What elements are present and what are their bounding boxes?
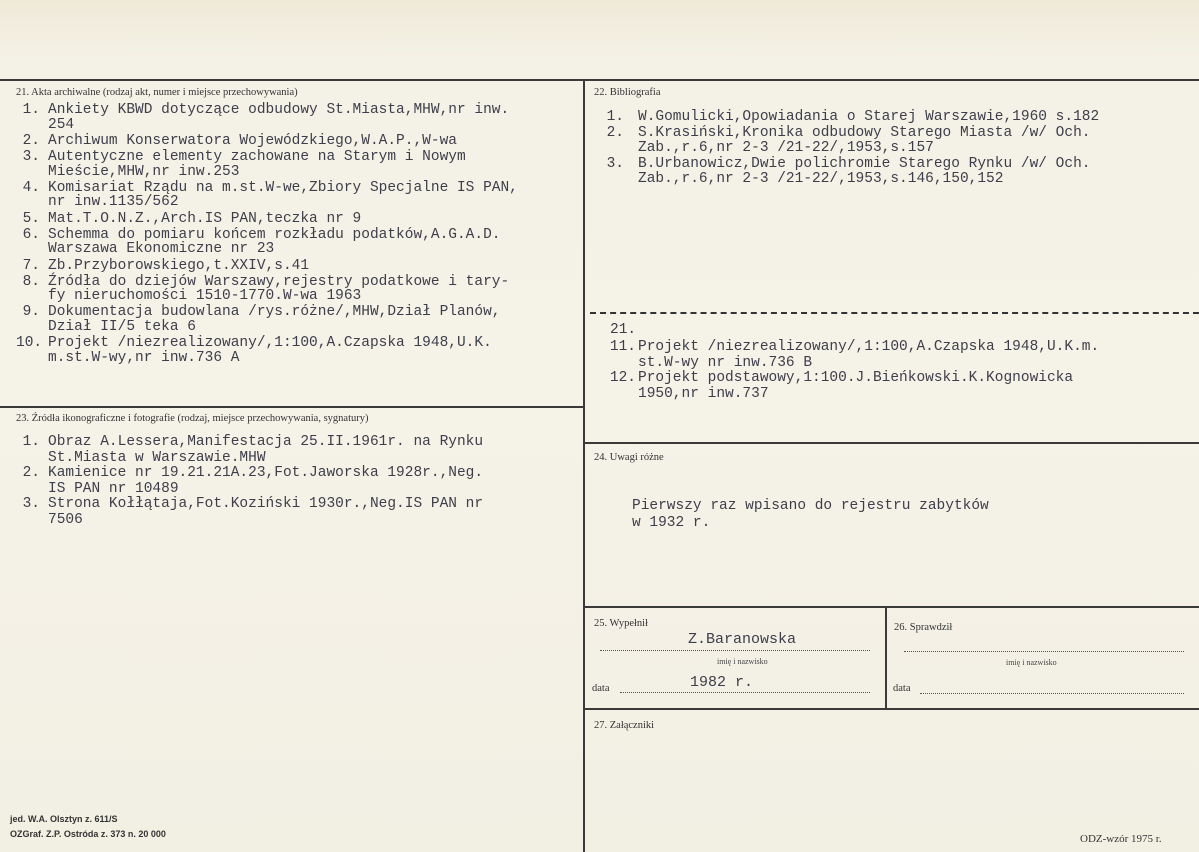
footer-print-info-1: jed. W.A. Olsztyn z. 611/S — [10, 814, 118, 824]
section-27-header: 27. Załączniki — [594, 720, 655, 731]
section-25-header: 25. Wypełnił — [594, 618, 649, 629]
item-text-line: Strona Kołłątaja,Fot.Koziński 1930r.,Neg.IS PAN nr — [48, 496, 484, 512]
item-text-line: fy nieruchomości 1510-1770.W-wa 1963 — [48, 288, 362, 305]
item-number: 2. — [606, 124, 624, 141]
list-item — [16, 134, 586, 149]
section-22-list — [594, 110, 1194, 188]
list-item — [16, 435, 586, 466]
item-text-line: Autentyczne elementy zachowane na Starym i Nowym — [48, 148, 466, 165]
filled-by-name: Z.Baranowska — [688, 631, 797, 648]
checked-by-name-caption: imię i nazwisko — [1006, 658, 1057, 667]
item-text-line: 254 — [48, 116, 75, 133]
section-21-list — [16, 103, 586, 367]
list-item — [594, 157, 1194, 188]
filled-by-name-caption: imię i nazwisko — [717, 657, 768, 666]
item-number: 1. — [22, 102, 40, 118]
item-number: 2. — [22, 465, 40, 481]
list-item — [594, 126, 1194, 157]
section-26-header: 26. Sprawdził — [894, 622, 953, 633]
item-text-line: 7506 — [48, 511, 83, 528]
list-item — [16, 212, 586, 227]
right-divider-24 — [584, 442, 1199, 444]
item-number: 3. — [22, 148, 40, 165]
item-text-line: 1950,nr inw.737 — [638, 385, 769, 402]
footer-form-model: ODZ-wzór 1975 r. — [1080, 833, 1162, 845]
item-text-line: Warszawa Ekonomiczne nr 23 — [48, 241, 275, 258]
item-text-line: Projekt /niezrealizowany/,1:100,A.Czapska 1948,U.K.m. — [638, 339, 1100, 355]
item-text-line: Źródła do dziejów Warszawy,rejestry podatkowe i tary- — [48, 273, 510, 290]
item-text-line: Obraz A.Lessera,Manifestacja 25.II.1961r. na Rynku — [48, 434, 484, 450]
section-21-cont-header: 21. — [610, 322, 637, 338]
item-number: 12. — [609, 370, 636, 386]
left-divider-23 — [0, 406, 584, 408]
item-text-line: Komisariat Rządu na m.st.W-we,Zbiory Specjalne IS PAN, — [48, 179, 518, 196]
item-number: 7. — [22, 257, 40, 274]
divider-25-26 — [885, 607, 887, 708]
item-number: 1. — [606, 109, 624, 125]
section-23-header: 23. Źródła ikonograficzne i fotografie (rodzaj, miejsce przechowywania, sygnatury) — [16, 413, 369, 424]
item-text-line: Ankiety KBWD dotyczące odbudowy St.Miasta,MHW,nr inw. — [48, 102, 510, 118]
item-number: 10. — [16, 335, 43, 352]
list-item — [16, 259, 586, 274]
item-text-line: st.W-wy nr inw.736 B — [638, 354, 813, 371]
list-item — [594, 340, 1194, 371]
item-text-line: Dokumentacja budowlana /rys.różne/,MHW,Dział Planów, — [48, 304, 501, 321]
section-21-header: 21. Akta archiwalne (rodzaj akt, numer i miejsce przechowywania) — [16, 87, 298, 98]
section-22-header: 22. Bibliografia — [594, 87, 661, 98]
item-text-line: Mat.T.O.N.Z.,Arch.IS PAN,teczka nr 9 — [48, 210, 362, 227]
item-number: 1. — [22, 434, 40, 450]
section-24-text-line-1: Pierwszy raz wpisano do rejestru zabytków — [632, 498, 989, 514]
item-number: 2. — [22, 132, 40, 149]
section-24-header: 24. Uwagi różne — [594, 452, 664, 463]
footer-print-info-2: OZGraf. Z.P. Ostróda z. 373 n. 20 000 — [10, 829, 166, 839]
item-text-line: Mieście,MHW,nr inw.253 — [48, 163, 240, 180]
filled-by-name-line — [600, 650, 870, 651]
item-number: 3. — [22, 496, 40, 512]
item-text-line: Zb.Przyborowskiego,t.XXIV,s.41 — [48, 257, 310, 274]
item-number: 3. — [606, 155, 624, 172]
item-number: 4. — [22, 179, 40, 196]
item-text-line: Kamienice nr 19.21.21A.23,Fot.Jaworska 1928r.,Neg. — [48, 465, 484, 481]
item-text-line: W.Gomulicki,Opowiadania o Starej Warszawie,1960 s.182 — [638, 109, 1100, 125]
item-number: 5. — [22, 210, 40, 227]
section-23-list — [16, 435, 586, 528]
list-item — [16, 336, 586, 365]
list-item — [16, 103, 586, 132]
right-divider-25 — [584, 606, 1199, 608]
list-item — [16, 497, 586, 528]
dashed-separator — [590, 312, 1199, 314]
item-number: 11. — [609, 339, 636, 355]
right-divider-27 — [584, 708, 1199, 710]
list-item — [594, 371, 1194, 402]
checked-by-date-line — [920, 693, 1184, 694]
list-item — [16, 466, 586, 497]
checked-by-name-line — [904, 651, 1184, 652]
item-text-line: Zab.,r.6,nr 2-3 /21-22/,1953,s.146,150,152 — [638, 171, 1004, 187]
item-text-line: Dział II/5 teka 6 — [48, 319, 196, 336]
filled-by-date-label: data — [592, 683, 610, 694]
item-number: 8. — [22, 273, 40, 290]
item-text-line: Projekt podstawowy,1:100.J.Bieńkowski.K.Kognowicka — [638, 370, 1074, 386]
list-item — [16, 150, 586, 179]
list-item — [16, 181, 586, 210]
checked-by-date-label: data — [893, 683, 911, 694]
list-item — [16, 275, 586, 304]
item-text-line: nr inw.1135/562 — [48, 194, 179, 211]
list-item — [16, 305, 586, 334]
item-text-line: Archiwum Konserwatora Wojewódzkiego,W.A.P.,W-wa — [48, 132, 457, 149]
item-text-line: m.st.W-wy,nr inw.736 A — [48, 349, 240, 366]
item-text-line: St.Miasta w Warszawie.MHW — [48, 449, 266, 466]
item-text-line: Schemma do pomiaru końcem rozkładu podatków,A.G.A.D. — [48, 226, 501, 243]
list-item — [16, 228, 586, 257]
item-number: 6. — [22, 226, 40, 243]
item-text-line: B.Urbanowicz,Dwie polichromie Starego Rynku /w/ Och. — [638, 155, 1091, 172]
top-rule — [0, 79, 1199, 81]
item-text-line: IS PAN nr 10489 — [48, 480, 179, 497]
item-text-line: S.Krasiński,Kronika odbudowy Starego Miasta /w/ Och. — [638, 124, 1091, 141]
item-text-line: Zab.,r.6,nr 2-3 /21-22/,1953,s.157 — [638, 140, 934, 156]
list-item — [594, 110, 1194, 126]
filled-by-date-line — [620, 692, 870, 693]
section-21-cont-list — [594, 340, 1194, 402]
section-24-text-line-2: w 1932 r. — [632, 515, 711, 531]
item-text-line: Projekt /niezrealizowany/,1:100,A.Czapska 1948,U.K. — [48, 335, 492, 352]
item-number: 9. — [22, 304, 40, 321]
filled-by-date: 1982 r. — [690, 674, 754, 691]
